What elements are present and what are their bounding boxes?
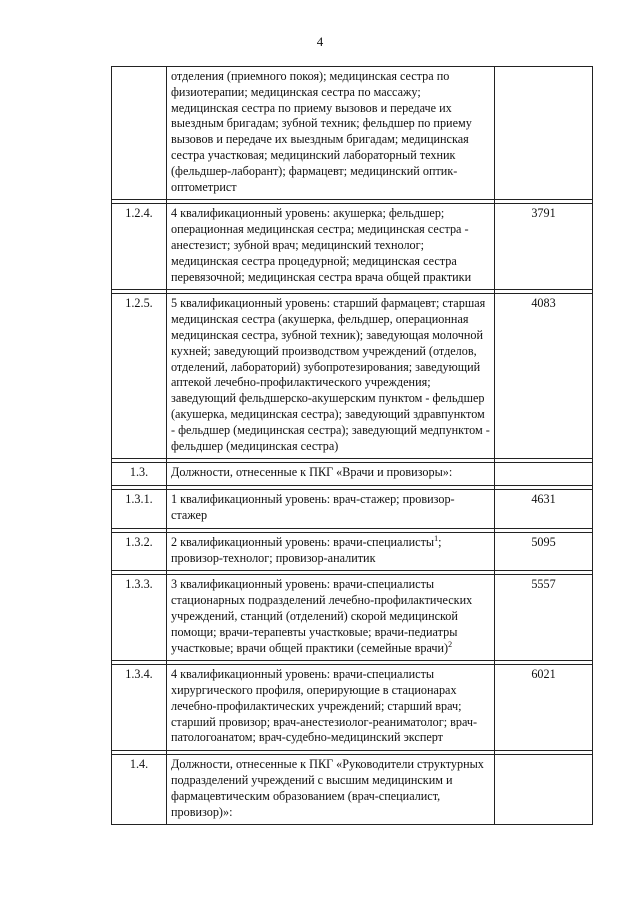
row-salary: 5557 [495, 575, 593, 661]
footnote-marker: 1 [434, 533, 439, 543]
table-row [112, 755, 593, 825]
row-number: 1.3.3. [112, 575, 167, 661]
row-salary: 4083 [495, 294, 593, 459]
row-number: 1.3.1. [112, 490, 167, 529]
row-salary: 4631 [495, 490, 593, 529]
row-description: отделения (приемного покоя); медицинская сестра по физиотерапии; медицинская сестра по массажу; медицинская сестра по приему вызовов и передаче их выездным бригадам; зубной техник; фельдшер по приему вызовов и передаче их выездным бригадам; медицинская сестра участковая; медицинский лабораторный техник (фельдшер-лаборант); фармацевт; медицинский оптик-оптометрист [167, 67, 495, 200]
footnote-marker: 2 [448, 639, 453, 649]
row-description: 1 квалификационный уровень: врач-стажер; провизор-стажер [167, 490, 495, 529]
row-salary: 5095 [495, 532, 593, 571]
row-number: 1.3. [112, 463, 167, 486]
page-number: 4 [316, 34, 324, 49]
row-description: 4 квалификационный уровень: акушерка; фельдшер; операционная медицинская сестра; медицинская сестра - анестезист; зубной врач; медицинский технолог; медицинская сестра процедурной; медицинская сестра перевязочной; медицинская сестра врача общей практики [167, 204, 495, 290]
row-salary: 6021 [495, 665, 593, 751]
salary-table [111, 66, 593, 825]
row-description: Должности, отнесенные к ПКГ «Руководители структурных подразделений учреждений с высшим медицинским и фармацевтическим образованием (врач-специалист, провизор)»: [167, 755, 495, 825]
row-number: 1.3.2. [112, 532, 167, 571]
table-row [112, 575, 593, 661]
row-number [112, 67, 167, 200]
row-number: 1.4. [112, 755, 167, 825]
row-salary: 3791 [495, 204, 593, 290]
row-number: 1.2.5. [112, 294, 167, 459]
table-row [112, 463, 593, 486]
row-salary [495, 755, 593, 825]
table-row [112, 204, 593, 290]
row-salary [495, 67, 593, 200]
table-row [112, 532, 593, 571]
row-description [167, 575, 495, 661]
row-salary [495, 463, 593, 486]
row-description-main: 2 квалификационный уровень: врачи-специалисты [171, 534, 435, 549]
row-number: 1.2.4. [112, 204, 167, 290]
row-description: 5 квалификационный уровень: старший фармацевт; старшая медицинская сестра (акушерка, фельдшер, операционная медицинская сестра, зубной техник); заведующая молочной кухней; заведующий производством учреждений (отделов, отделений, лабораторий) зубопротезирования; заведующий аптекой лечебно-профилактического учреждения; заведующий фельдшерско-акушерским пунктом - фельдшер (акушерка, медицинская сестра); заведующий здравпунктом - фельдшер (медицинская сестра); заведующий медпунктом - фельдшер (медицинская сестра) [167, 294, 495, 459]
row-description: Должности, отнесенные к ПКГ «Врачи и провизоры»: [167, 463, 495, 486]
row-number: 1.3.4. [112, 665, 167, 751]
table-row [112, 665, 593, 751]
table-row [112, 294, 593, 459]
row-description: 4 квалификационный уровень: врачи-специалисты хирургического профиля, оперирующие в стационарах лечебно-профилактических учреждений; старший врач; старший провизор; врач-анестезиолог-реаниматолог; врач-патологоанатом; врач-судебно-медицинский эксперт [167, 665, 495, 751]
row-description [167, 532, 495, 571]
table-row [112, 67, 593, 200]
table-row [112, 490, 593, 529]
row-description-rest: ; провизор-технолог; провизор-аналитик [171, 534, 442, 565]
row-description-main: 3 квалификационный уровень: врачи-специалисты стационарных подразделений лечебно-профилактических учреждений, станций (отделений) скорой медицинской помощи; врачи-терапевты участковые; врачи-педиатры участковые; врачи общей практики (семейные врачи) [171, 577, 473, 655]
